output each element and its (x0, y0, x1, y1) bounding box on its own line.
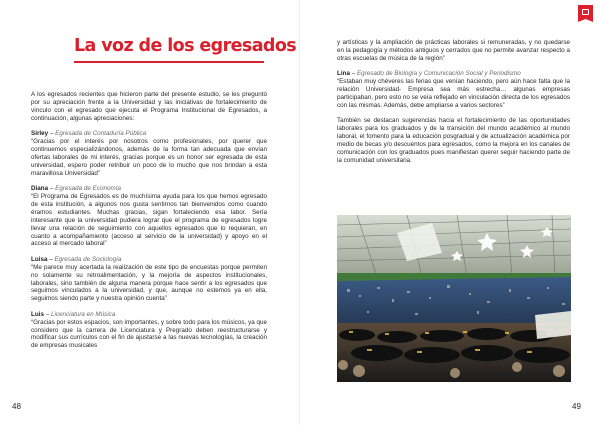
testimonial-role: Egresada de Contaduría Pública (55, 130, 147, 138)
intro-paragraph: A los egresados recientes que hicieron parte del presente estudio, se les preguntó por su apreciación frente a la Universidad y las iniciativas de fortalecimiento de vínculo con el egresado que ejecuta el Programa Institucional de Egresados, a continuación, algunas apreciaciones: (31, 91, 267, 122)
page-title: La voz de los egresados (74, 36, 297, 56)
left-text-column (31, 91, 267, 350)
testimonial-role: Egresada de Sociología (54, 255, 122, 263)
continued-quote: y artísticas y la ampliación de prácticas laborales si remuneradas, y no quedarse en la pedagogía y métodos antiguos y cerrados que no permite avanzar respecto a otras escuelas de música de la región” (337, 39, 570, 62)
testimonial-heading: Lina – Egresado de Biología y Comunicación Social y Periodismo (337, 70, 521, 78)
testimonial-quote: “Estaban muy chéveres las ferias que venían haciendo, pero aún hace falta que la relación Universidad- Empresa sea más estrecha… algunas empresas participaban, pero esto no se veía reflejado en vinculación directa de los egresados con las mismas. Además, debe ampliarse a varios sectores” (337, 78, 570, 109)
page-number-right: 49 (572, 402, 581, 411)
testimonial-heading: Luisa – Egresada de Sociología (31, 255, 122, 263)
testimonial-heading: Sirley – Egresada de Contaduría Pública (31, 130, 147, 138)
testimonial-name: Luisa (31, 255, 48, 263)
testimonial-heading: Diana – Egresada de Economía (31, 185, 121, 193)
title-underline (74, 61, 264, 63)
testimonial-quote: “Gracias por estos espacios, son importantes, y sobre todo para los músicos, ya que considero que la carrera de Licenciatura y Pregrado deben reestructurarse y modificar sus currículos con el fin de ajustarse a las nuevas tecnologías, la creación de empresas musicales (31, 318, 267, 350)
testimonial-quote: “Gracias por el interés por nosotros como profesionales, por querer que continuemos especializándonos, además de la forma tan adecuada que envían ofertas laborales de mi interés, gracias porque es un honor ser egresada de esta universidad, espero poder retribuir un poco de lo mucho que nos brindan a esta maravillosa Universidad” (31, 138, 267, 177)
testimonial-heading: Luis – Licenciatura en Música (31, 310, 116, 318)
testimonial-role: Egresada de Economía (55, 185, 121, 193)
testimonial-name: Diana (31, 185, 49, 193)
right-text-column (337, 39, 570, 165)
page-number-left: 48 (12, 402, 21, 411)
testimonial-quote: “El Programa de Egresados es de muchísima ayuda para los que hemos egresado de esta institución, a algunos nos gusta sentirnos tan bienvenidos como cuando éramos estudiantes. Muchas gracias, sigan fortaleciendo esa labor. Sería interesante que la universidad pudiera lograr que el programa de egresados logre llevar una relación de seguimiento con aquellos egresados que lo requieran, en cuanto a acompañamiento (acceso al servicio de la universidad) y apoyo en el acceso al mercado laboral” (31, 192, 267, 248)
testimonial-role: Egresado de Biología y Comunicación Social y Periodismo (356, 70, 521, 78)
testimonial-name: Sirley (31, 130, 49, 138)
testimonial-role: Licenciatura en Música (50, 310, 116, 318)
university-shield-icon (578, 5, 593, 22)
testimonial-quote: “Me parece muy acertada la realización de este tipo de encuestas porque permiten no solamente su retroalimentación, y la mejoría de aspectos institucionales, laborales, sino también de alguna manera porque hace sentir a los egresados que seguimos vinculados a la universidad, y que, aunque no estemos ya en ella, seguimos siendo parte y nuestra opinión cuenta” (31, 263, 267, 303)
testimonial-name: Luis (31, 310, 44, 318)
graduation-ceremony-photo (337, 215, 571, 382)
left-page (0, 0, 299, 425)
testimonial-name: Lina (337, 70, 350, 78)
right-page (300, 0, 600, 425)
closing-paragraph: También se destacan sugerencias hacia el fortalecimiento de las oportunidades laborales para los graduados y de la transición del mundo académico al mundo laboral, el fomento para la educación posgradual y de actualización académica por medio de becas y/o descuentos para egresados, como la mejora en los canales de comunicación con los graduados pues manifiestan querer seguir haciendo parte de la comunidad universitaria. (337, 117, 570, 164)
